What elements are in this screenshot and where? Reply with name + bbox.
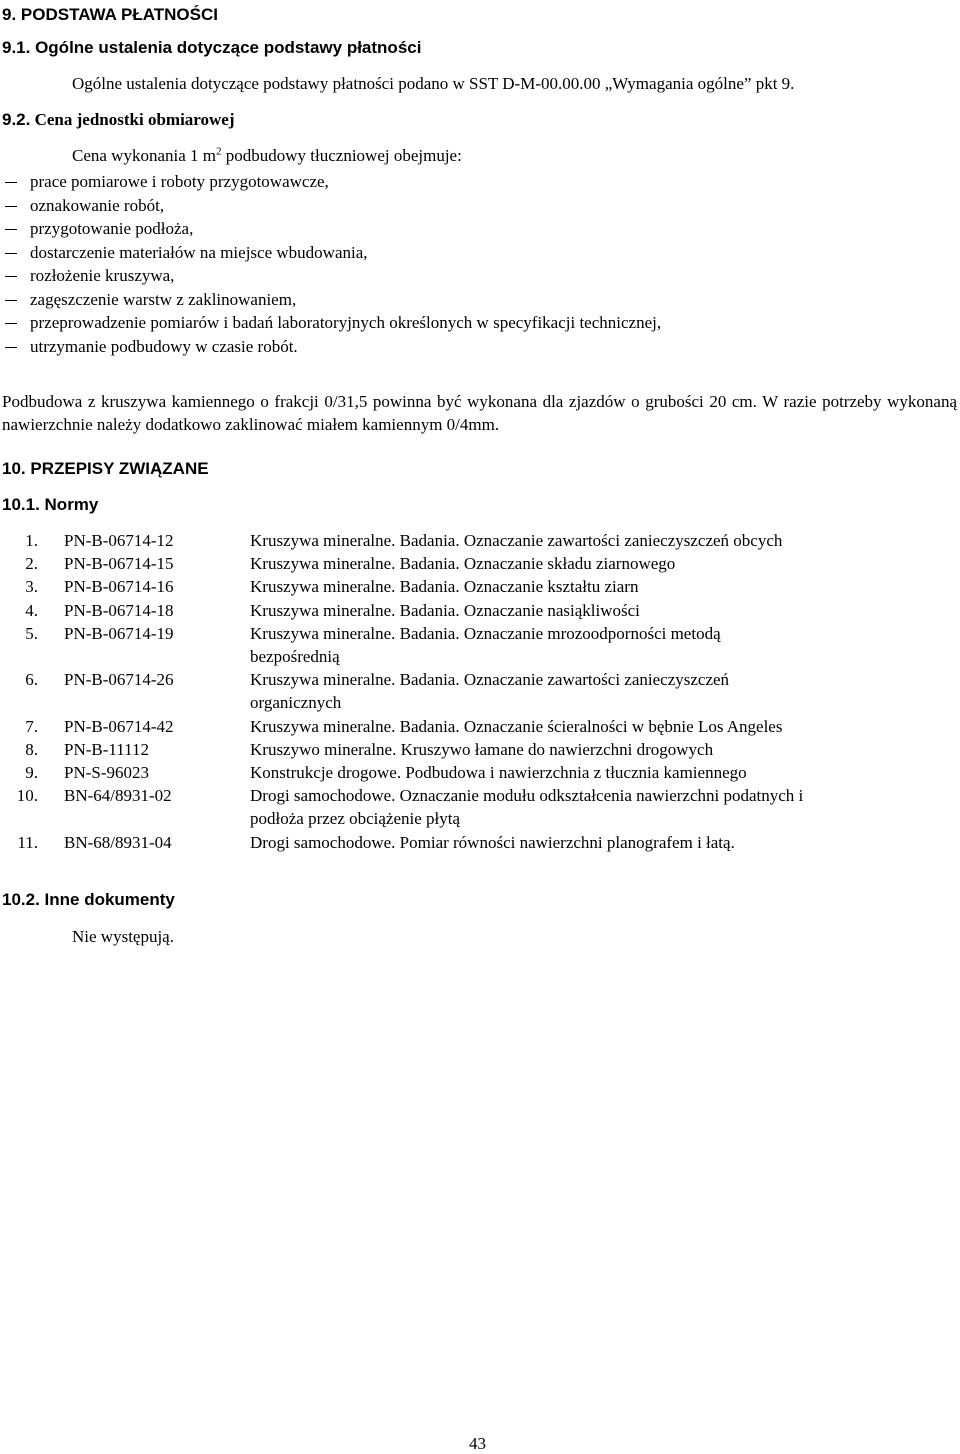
norm-number: 3.	[25, 577, 38, 597]
price-intro-text-end: podbudowy tłuczniowej obejmuje:	[221, 146, 462, 165]
section-10-1-heading: 10.1. Normy	[2, 495, 99, 514]
norm-number: 4.	[25, 600, 38, 620]
section-9-1-text: Ogólne ustalenia dotyczące podstawy płatności podano w SST D-M-00.00.00 „Wymagania ogólne” pkt 9.	[72, 74, 795, 93]
list-item: przygotowanie podłoża,	[30, 219, 194, 238]
list-dash	[5, 206, 17, 207]
list-item: prace pomiarowe i roboty przygotowawcze,	[30, 172, 329, 191]
norm-number: 7.	[25, 716, 38, 736]
section-10-heading: 10. PRZEPISY ZWIĄZANE	[2, 459, 209, 478]
norm-description: bezpośrednią	[250, 646, 340, 666]
list-dash	[5, 347, 17, 348]
list-item: oznakowanie robót,	[30, 195, 165, 215]
norm-description: Drogi samochodowe. Oznaczanie modułu odkształcenia nawierzchni podatnych i	[250, 786, 804, 806]
norm-description: Kruszywa mineralne. Badania. Oznaczanie zawartości zanieczyszczeń	[250, 670, 730, 690]
norm-code: PN-B-11112	[64, 739, 149, 759]
list-dash	[5, 300, 17, 301]
norm-description: Kruszywo mineralne. Kruszywo łamane do nawierzchni drogowych	[250, 739, 714, 759]
list-dash	[5, 182, 17, 183]
norm-number: 2.	[25, 554, 38, 574]
norm-number: 11.	[17, 832, 38, 852]
norm-description: Kruszywa mineralne. Badania. Oznaczanie mrozoodporności metodą	[250, 623, 721, 643]
norm-description: Kruszywa mineralne. Badania. Oznaczanie nasiąkliwości	[250, 600, 640, 620]
section-10-2-text: Nie występują.	[72, 927, 174, 946]
norm-code: PN-B-06714-42	[64, 716, 174, 736]
list-item: przeprowadzenie pomiarów i badań laboratoryjnych określonych w specyfikacji technicznej,	[30, 313, 662, 332]
section-10-2-heading: 10.2. Inne dokumenty	[2, 890, 175, 909]
norm-description: Kruszywa mineralne. Badania. Oznaczanie zawartości zanieczyszczeń obcych	[250, 531, 783, 550]
section-9-2-title: Cena jednostki obmiarowej	[34, 110, 235, 129]
norm-description: Konstrukcje drogowe. Podbudowa i nawierzchnia z tłucznia kamiennego	[250, 763, 747, 782]
list-item: dostarczenie materiałów na miejsce wbudowania,	[30, 242, 368, 262]
norm-code: PN-B-06714-18	[64, 600, 174, 620]
price-intro-text: Cena wykonania 1 m	[72, 146, 216, 165]
norm-number: 6.	[25, 670, 38, 690]
norm-code: PN-B-06714-12	[64, 531, 174, 550]
norm-code: PN-B-06714-26	[64, 670, 174, 690]
section-9-heading: 9. PODSTAWA PŁATNOŚCI	[2, 5, 218, 24]
norm-code: BN-64/8931-02	[64, 786, 172, 806]
list-dash	[5, 323, 17, 324]
norm-description: Kruszywa mineralne. Badania. Oznaczanie kształtu ziarn	[250, 577, 639, 597]
list-item: utrzymanie podbudowy w czasie robót.	[30, 336, 298, 356]
norm-number: 5.	[25, 623, 38, 643]
norm-code: PN-B-06714-19	[64, 623, 174, 643]
norm-number: 10.	[16, 786, 38, 806]
price-intro	[72, 146, 462, 166]
norm-number: 1.	[25, 531, 38, 550]
norm-description: organicznych	[250, 693, 342, 713]
norm-code: PN-B-06714-15	[64, 554, 174, 574]
norm-code: PN-B-06714-16	[64, 577, 174, 597]
section-9-2-heading	[2, 110, 235, 130]
list-dash	[5, 229, 17, 230]
norm-code: PN-S-96023	[64, 763, 150, 782]
norm-description: podłoża przez obciążenie płytą	[250, 809, 461, 829]
section-9-2-number: 9.2.	[2, 110, 31, 129]
norm-description: Drogi samochodowe. Pomiar równości nawierzchni planografem i łatą.	[250, 832, 735, 852]
page-number: 43	[469, 1434, 486, 1453]
thickness-note: Podbudowa z kruszywa kamiennego o frakcji 0/31,5 powinna być wykonana dla zjazdów o grubości 20 cm. W razie potrzeby wykonaną nawierzchnie należy dodatkowo zaklinować miałem kamiennym 0/4mm.	[2, 392, 957, 434]
norm-code: BN-68/8931-04	[64, 832, 172, 852]
section-9-1-heading: 9.1. Ogólne ustalenia dotyczące podstawy płatności	[2, 38, 422, 57]
norm-number: 9.	[25, 763, 38, 782]
norm-description: Kruszywa mineralne. Badania. Oznaczanie składu ziarnowego	[250, 554, 676, 574]
norm-number: 8.	[25, 739, 38, 759]
list-item: rozłożenie kruszywa,	[30, 266, 175, 285]
norm-description: Kruszywa mineralne. Badania. Oznaczanie ścieralności w bębnie Los Angeles	[250, 716, 783, 736]
list-item: zagęszczenie warstw z zaklinowaniem,	[30, 289, 297, 309]
list-dash	[5, 276, 17, 277]
list-dash	[5, 253, 17, 254]
price-intro-superscript: 2	[216, 145, 222, 158]
